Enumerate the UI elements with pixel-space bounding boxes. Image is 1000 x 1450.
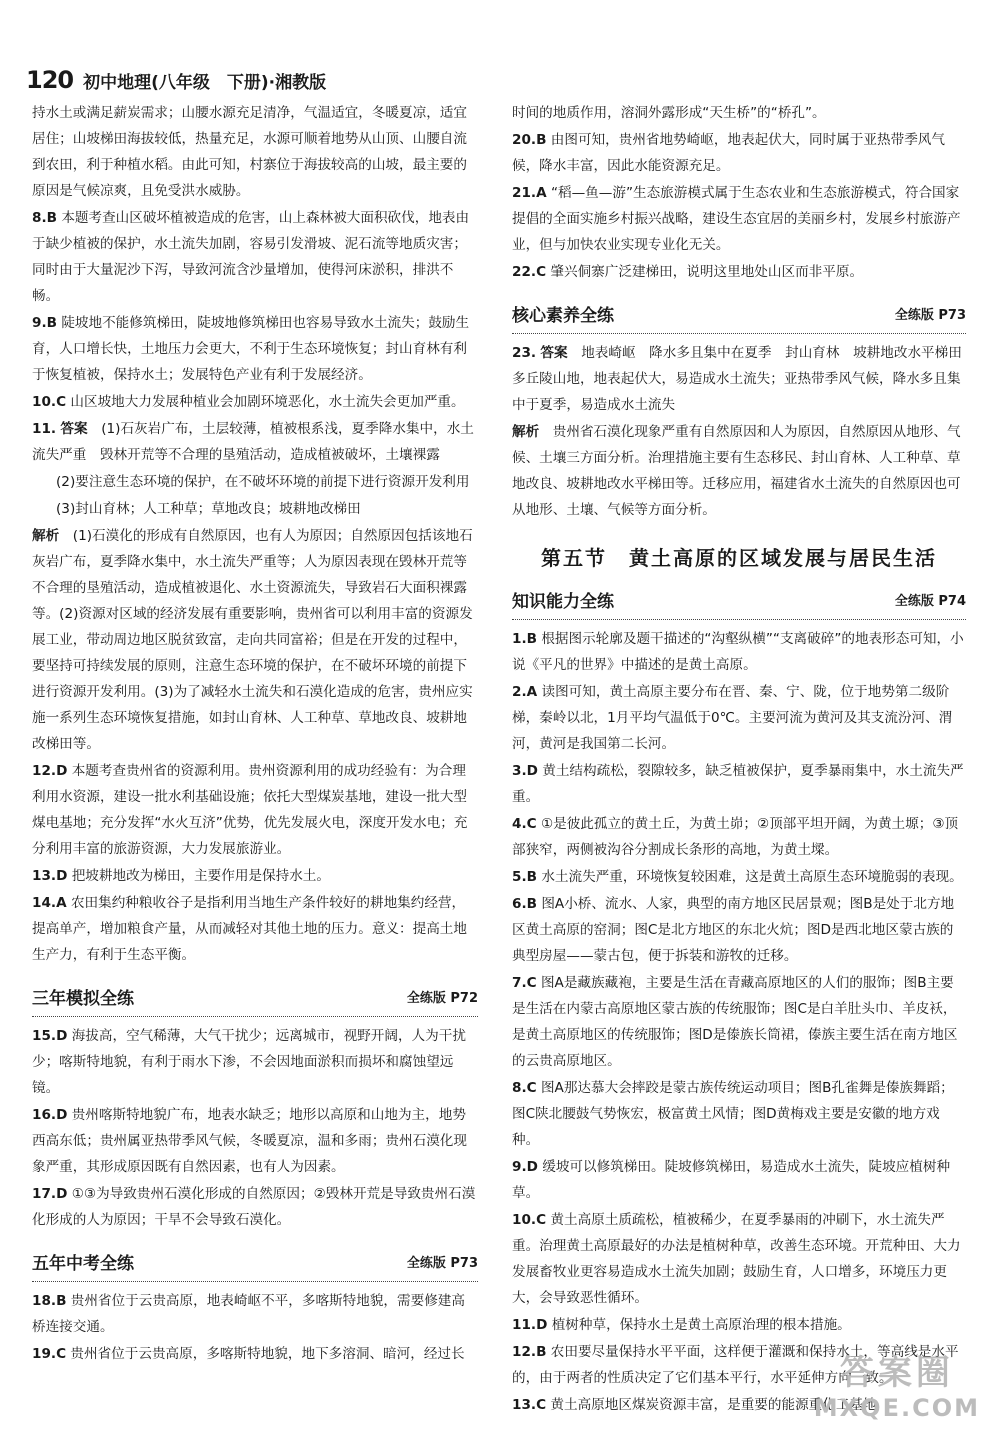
- answer-item: [512, 419, 966, 523]
- item-text: 由图可知，贵州省地势崎岖，地表起伏大，同时属于亚热带季风气候，降水丰富，因此水能资源充足。: [512, 132, 945, 174]
- item-number: 12.B: [512, 1344, 547, 1360]
- answer-item: [32, 1341, 478, 1367]
- item-text: 本题考查贵州省的资源利用。贵州资源利用的成功经验有：为合理利用水资源，建设一批水利基础设施；依托大型煤炭基地，建设一批大型煤电基地；充分发挥“水火互济”优势，优先发展火电，深度开发水电；充分利用丰富的旅游资源，大力发展旅游业。: [32, 763, 468, 857]
- item-number: 16.D: [32, 1107, 68, 1123]
- item-text: 缓坡可以修筑梯田。陡坡修筑梯田，易造成水土流失，陡坡应植树种草。: [512, 1159, 951, 1201]
- item-number: 8.C: [512, 1080, 537, 1096]
- section-header: [32, 982, 478, 1017]
- watermark-logo: [814, 1345, 980, 1422]
- item-number: 7.C: [512, 975, 537, 991]
- item-text: 农田集约种粮收谷子是指利用当地生产条件较好的耕地集约经营，提高单产，增加粮食产量，从而减轻对其他土地的压力。意义：提高土地生产力，有利于生态平衡。: [32, 895, 467, 963]
- section-header: [512, 299, 966, 334]
- section-title: 核心素养全练: [512, 306, 614, 326]
- item-number: 1.B: [512, 631, 537, 647]
- item-text: 农田要尽量保持水平平面，这样便于灌溉和保持水土，等高线是水平的，由于两者的性质决定了它们基本平行，水平延伸方向一致。: [512, 1344, 959, 1386]
- sub-answer: (3)封山育林；人工种草；草地改良；坡耕地改梯田: [56, 501, 361, 517]
- answer-item: [512, 1075, 966, 1153]
- item-text: 贵州省石漠化现象严重有自然原因和人为原因，自然原因从地形、气候、土壤三方面分析。治理措施主要有生态移民、封山育林、人工种草、草地改良、坡耕地改水平梯田等。迁移应用，福建省水土流失的自然原因也可从地形、土壤、气候等方面分析。: [512, 424, 961, 518]
- item-text: 水土流失严重，环境恢复较困难，这是黄土高原生态环境脆弱的表现。: [541, 869, 963, 885]
- item-text: 山区坡地大力发展种植业会加剧环境恶化，水土流失会更加严重。: [70, 394, 465, 410]
- item-label: 解析: [512, 424, 540, 440]
- book-title: 初中地理(八年级 下册)·湘教版: [83, 73, 327, 93]
- item-text: 图A是藏族藏袍，主要是生活在青藏高原地区的人们的服饰；图B主要是生活在内蒙古高原地区蒙古族的传统服饰；图C是白羊肚头巾、羊皮袄，是黄土高原地区的传统服饰；图D是傣族长筒裙，傣族主要生活在南方地区的云贵高原地区。: [512, 975, 958, 1069]
- item-number: 14.A: [32, 895, 67, 911]
- item-number: 19.C: [32, 1346, 67, 1362]
- paragraph: 时间的地质作用，溶洞外露形成“天生桥”的“桥孔”。: [512, 105, 826, 121]
- section-page-ref: 全练版 P73: [894, 308, 966, 323]
- answer-item: [512, 679, 966, 757]
- item-text: 贵州省位于云贵高原，地表崎岖不平，多喀斯特地貌，需要修建高桥连接交通。: [32, 1293, 465, 1335]
- item-number: 4.C: [512, 816, 537, 832]
- item-number: 9.D: [512, 1159, 538, 1175]
- section-title: 知识能力全练: [512, 592, 614, 612]
- item-text: (1)石漠化的形成有自然原因，也有人为原因；自然原因包括该地石灰岩广布，夏季降水集中，水土流失严重等；人为原因表现在毁林开荒等不合理的垦殖活动，造成植被退化、水土资源流失，导致岩石大面积裸露等。(2)资源对区域的经济发展有重要影响，贵州省可以利用丰富的资源发展工业，带动周边地区脱贫致富，走向共同富裕；但是在开发的过程中，要坚持可持续发展的原则，注意生态环境的保护，在不破坏环境的前提下进行资源开发利用。(3)为了减轻水土流失和石漠化造成的危害，贵州应实施一系列生态环境恢复措施，如封山育林、人工种草、草地改良、坡耕地改梯田等。: [32, 528, 473, 752]
- answer-item: [32, 416, 478, 468]
- item-text: 黄土结构疏松，裂隙较多，缺乏植被保护，夏季暴雨集中，水土流失严重。: [512, 763, 964, 805]
- answer-item: [512, 1154, 966, 1206]
- item-text: 贵州省位于云贵高原，多喀斯特地貌，地下多溶洞、暗河，经过长: [70, 1346, 465, 1362]
- answer-item: [512, 1207, 966, 1311]
- chapter-title: 第五节 黄土高原的区域发展与居民生活: [541, 546, 937, 570]
- item-number: 10.C: [32, 394, 67, 410]
- answer-item: [512, 864, 966, 890]
- section-page-ref: 全练版 P72: [406, 991, 478, 1006]
- item-number: 3.D: [512, 763, 538, 779]
- item-text: 图A那达慕大会摔跤是蒙古族传统运动项目；图B孔雀舞是傣族舞蹈；图C陕北腰鼓气势恢宏，极富黄土风情；图D黄梅戏主要是安徽的地方戏种。: [512, 1080, 954, 1148]
- watermark-text: 答案圈: [839, 1353, 954, 1393]
- item-text: 地表崎岖 降水多且集中在夏季 封山育林 坡耕地改水平梯田 多丘陵山地，地表起伏大，易造成水土流失；亚热带季风气候，降水多且集中于夏季，易造成水土流失: [512, 345, 976, 413]
- section-header: [32, 1247, 478, 1282]
- item-label: 答案: [60, 421, 88, 437]
- item-number: 8.B: [32, 210, 57, 226]
- answer-item: [512, 891, 966, 969]
- item-number: 11.: [32, 421, 57, 437]
- item-text: 黄土高原土质疏松，植被稀少，在夏季暴雨的冲刷下，水土流失严重。治理黄土高原最好的办法是植树种草，改善生态环境。开荒种田、大力发展畜牧业更容易造成水土流失加剧；鼓励生育，人口增多，环境压力更大，会导致恶性循环。: [512, 1212, 961, 1306]
- answer-item: [512, 758, 966, 810]
- item-text: 本题考查山区破坏植被造成的危害，山上森林被大面积砍伐，地表由于缺少植被的保护，水土流失加剧，容易引发滑坡、泥石流等地质灾害；同时由于大量泥沙下泻，导致河流含沙量增加，使得河床淤积，排洪不畅。: [32, 210, 470, 304]
- item-number: 23.: [512, 345, 537, 361]
- item-number: 12.D: [32, 763, 68, 779]
- item-label: 答案: [540, 345, 568, 361]
- section-header: [512, 585, 966, 620]
- paragraph: 持水土或满足薪炭需求；山腰水源充足清净，气温适宜，冬暖夏凉，适宜居住；山坡梯田海拔较低，热量充足，水源可顺着地势从山顶、山腰自流到农田，利于种植水稻。由此可知，村寨位于海拔较高的山坡，最主要的原因是气候凉爽，且免受洪水威胁。: [32, 105, 467, 199]
- answer-item: [32, 1102, 478, 1180]
- page-header: [26, 66, 326, 100]
- item-text: 把坡耕地改为梯田，主要作用是保持水土。: [71, 868, 330, 884]
- answer-item: [32, 1181, 478, 1233]
- answer-item: [512, 970, 966, 1074]
- watermark-url: MXQE.COM: [813, 1394, 980, 1422]
- answer-item: [32, 758, 478, 862]
- item-number: 20.B: [512, 132, 547, 148]
- item-label: 解析: [32, 528, 60, 544]
- answer-item: [32, 310, 478, 388]
- answer-item: [32, 890, 478, 968]
- right-column: [512, 100, 976, 1419]
- answer-item: [512, 1312, 966, 1338]
- section-title: 五年中考全练: [32, 1254, 134, 1274]
- left-column: [32, 100, 478, 1368]
- item-text: 读图可知，黄土高原主要分布在晋、秦、宁、陇，位于地势第二级阶梯，秦岭以北，1月平均气温低于0℃。主要河流为黄河及其支流汾河、渭河，黄河是我国第二长河。: [512, 684, 953, 752]
- item-text: 图A小桥、流水、人家，典型的南方地区民居景观；图B是处于北方地区黄土高原的窑洞；图C是北方地区的东北火炕；图D是西北地区蒙古族的典型房屋——蒙古包，便于拆装和游牧的迁移。: [512, 896, 955, 964]
- item-number: 22.C: [512, 264, 547, 280]
- answer-item: [32, 1023, 478, 1101]
- section-page-ref: 全练版 P73: [406, 1256, 478, 1271]
- item-text: 贵州喀斯特地貌广布，地表水缺乏；地形以高原和山地为主，地势西高东低；贵州属亚热带季风气候，冬暖夏凉，温和多雨；贵州石漠化现象严重，其形成原因既有自然因素，也有人为因素。: [32, 1107, 467, 1175]
- item-number: 15.D: [32, 1028, 68, 1044]
- page-number: 120: [26, 66, 74, 94]
- item-number: 21.A: [512, 185, 547, 201]
- item-text: “稻—鱼—游”生态旅游模式属于生态农业和生态旅游模式，符合国家提倡的全面实施乡村振兴战略，建设生态宜居的美丽乡村，发展乡村旅游产业，但与加快农业实现专业化无关。: [512, 185, 961, 253]
- answer-item: [32, 205, 478, 309]
- item-text: ①③为导致贵州石漠化形成的自然原因；②毁林开荒是导致贵州石漠化形成的人为原因；干旱不会导致石漠化。: [32, 1186, 476, 1228]
- item-text: 海拔高，空气稀薄，大气干扰少；远离城市，视野开阔，人为干扰少；喀斯特地貌，有利于雨水下渗，不会因地面淤积而损坏和腐蚀望远镜。: [32, 1028, 466, 1096]
- answer-item: [512, 811, 966, 863]
- item-number: 5.B: [512, 869, 537, 885]
- answer-item: [512, 180, 966, 258]
- answer-item: [32, 389, 478, 415]
- answer-item: [512, 340, 976, 418]
- item-text: 陡坡地不能修筑梯田，陡坡地修筑梯田也容易导致水土流失；鼓励生育，人口增长快，土地压力会更大，不利于生态环境恢复；封山育林有利于恢复植被，保持水土；发展特色产业有利于发展经济。: [32, 315, 470, 383]
- item-text: 肇兴侗寨广泛建梯田，说明这里地处山区而非平原。: [550, 264, 864, 280]
- item-text: 植树种草，保持水土是黄土高原治理的根本措施。: [551, 1317, 851, 1333]
- item-text: ①是彼此孤立的黄土丘，为黄土峁；②顶部平坦开阔，为黄土塬；③顶部狭窄，两侧被沟谷分割成长条形的高地，为黄土墚。: [512, 816, 959, 858]
- item-number: 17.D: [32, 1186, 68, 1202]
- answer-item: [512, 127, 966, 179]
- item-number: 10.C: [512, 1212, 547, 1228]
- answer-item: [32, 1288, 478, 1340]
- sub-answer: (2)要注意生态环境的保护，在不破坏环境的前提下进行资源开发利用: [56, 474, 470, 490]
- item-number: 13.C: [512, 1397, 547, 1413]
- answer-item: [512, 626, 966, 678]
- answer-item: [512, 259, 966, 285]
- item-text: (1)石灰岩广布，土层较薄，植被根系浅，夏季降水集中，水土流失严重 毁林开荒等不合理的垦殖活动，造成植被破坏，土壤裸露: [32, 421, 474, 463]
- item-number: 11.D: [512, 1317, 548, 1333]
- item-number: 9.B: [32, 315, 57, 331]
- item-number: 2.A: [512, 684, 538, 700]
- answer-item: [32, 523, 478, 757]
- item-text: 根据图示轮廓及题干描述的“沟壑纵横”“支离破碎”的地表形态可知，小说《平凡的世界》中描述的是黄土高原。: [512, 631, 964, 673]
- item-number: 6.B: [512, 896, 537, 912]
- item-number: 13.D: [32, 868, 68, 884]
- section-page-ref: 全练版 P74: [894, 594, 966, 609]
- answer-item: [32, 863, 478, 889]
- section-title: 三年模拟全练: [32, 989, 134, 1009]
- item-number: 18.B: [32, 1293, 67, 1309]
- item-text: 黄土高原地区煤炭资源丰富，是重要的能源重化工基地: [550, 1397, 877, 1413]
